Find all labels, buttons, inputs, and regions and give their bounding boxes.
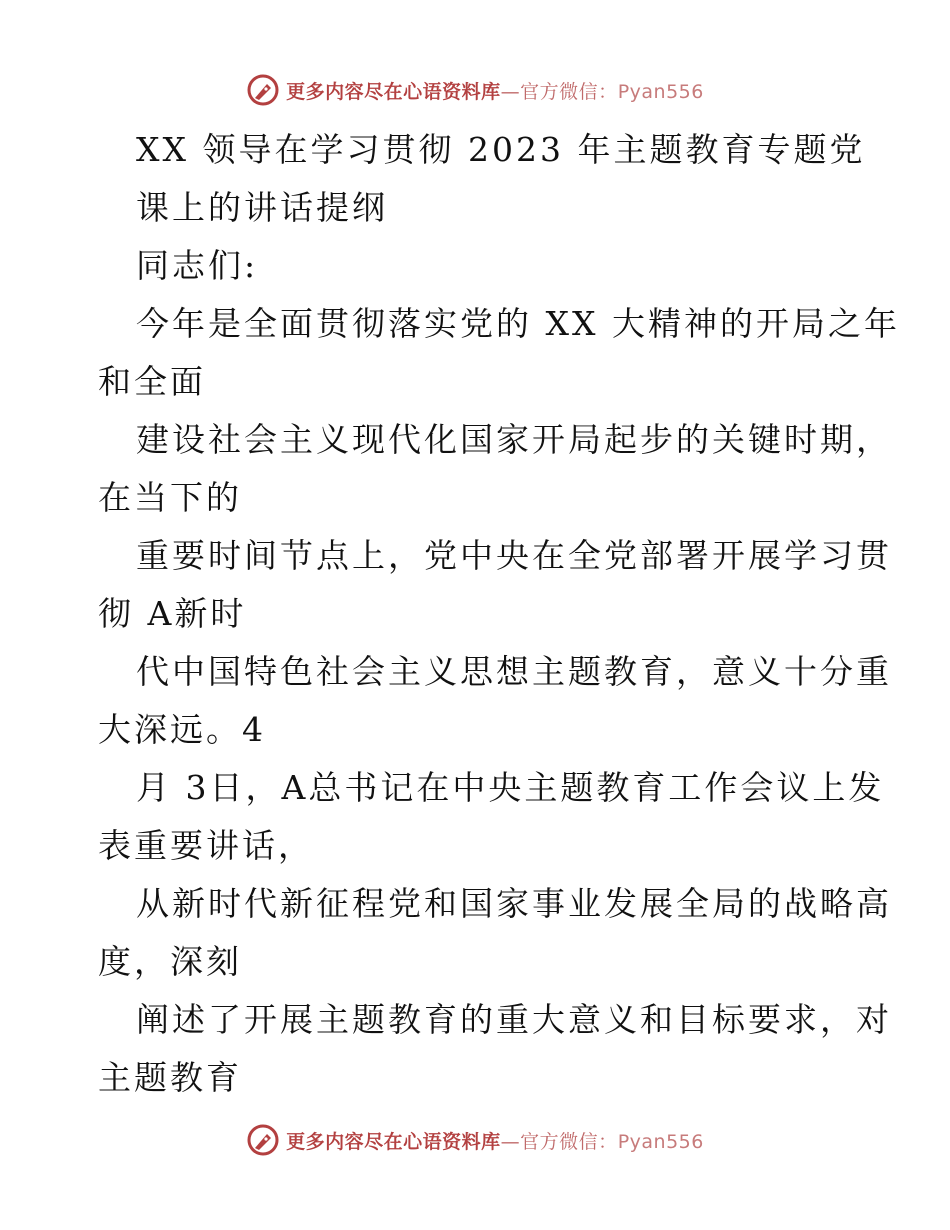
watermark-contact-id: Pyan556: [617, 1130, 704, 1153]
paragraph-line: 重要时间节点上，党中央在全党部署开展学习贯: [136, 536, 892, 575]
pen-nib-logo-icon: [246, 73, 280, 107]
header-watermark: [0, 68, 950, 112]
document-title-line-1: XX 领导在学习贯彻 2023 年主题教育专题党: [136, 130, 866, 169]
paragraph-line: 建设社会主义现代化国家开局起步的关键时期，: [136, 420, 892, 459]
watermark-dash: —: [500, 80, 521, 103]
paragraph-line: 表重要讲话，: [98, 826, 314, 865]
watermark-contact-id: Pyan556: [617, 80, 704, 103]
watermark-main-text: 更多内容尽在心语资料库: [286, 80, 501, 103]
paragraph-line: 今年是全面贯彻落实党的 XX 大精神的开局之年: [136, 304, 900, 343]
watermark-contact-label: 官方微信：: [520, 1130, 618, 1153]
document-title-line-2: 课上的讲话提纲: [136, 188, 388, 227]
paragraph-line: 在当下的: [98, 478, 242, 517]
paragraph-line: 月 3日，A总书记在中央主题教育工作会议上发: [136, 768, 885, 807]
paragraph-line: 代中国特色社会主义思想主题教育，意义十分重: [136, 652, 892, 691]
salutation: 同志们:: [136, 246, 259, 285]
watermark-main-text: 更多内容尽在心语资料库: [286, 1130, 501, 1153]
footer-watermark: [0, 1118, 950, 1162]
paragraph-line: 阐述了开展主题教育的重大意义和目标要求，对: [136, 1000, 892, 1039]
paragraph-line: 主题教育: [98, 1058, 242, 1097]
watermark-contact-label: 官方微信：: [520, 80, 618, 103]
paragraph-line: 彻 A新时: [98, 594, 247, 633]
paragraph-line: 大深远。4: [98, 710, 266, 749]
paragraph-line: 从新时代新征程党和国家事业发展全局的战略高: [136, 884, 892, 923]
pen-nib-logo-icon: [246, 1123, 280, 1157]
watermark-dash: —: [500, 1130, 521, 1153]
paragraph-line: 和全面: [98, 362, 206, 401]
paragraph-line: 度，深刻: [98, 942, 242, 981]
